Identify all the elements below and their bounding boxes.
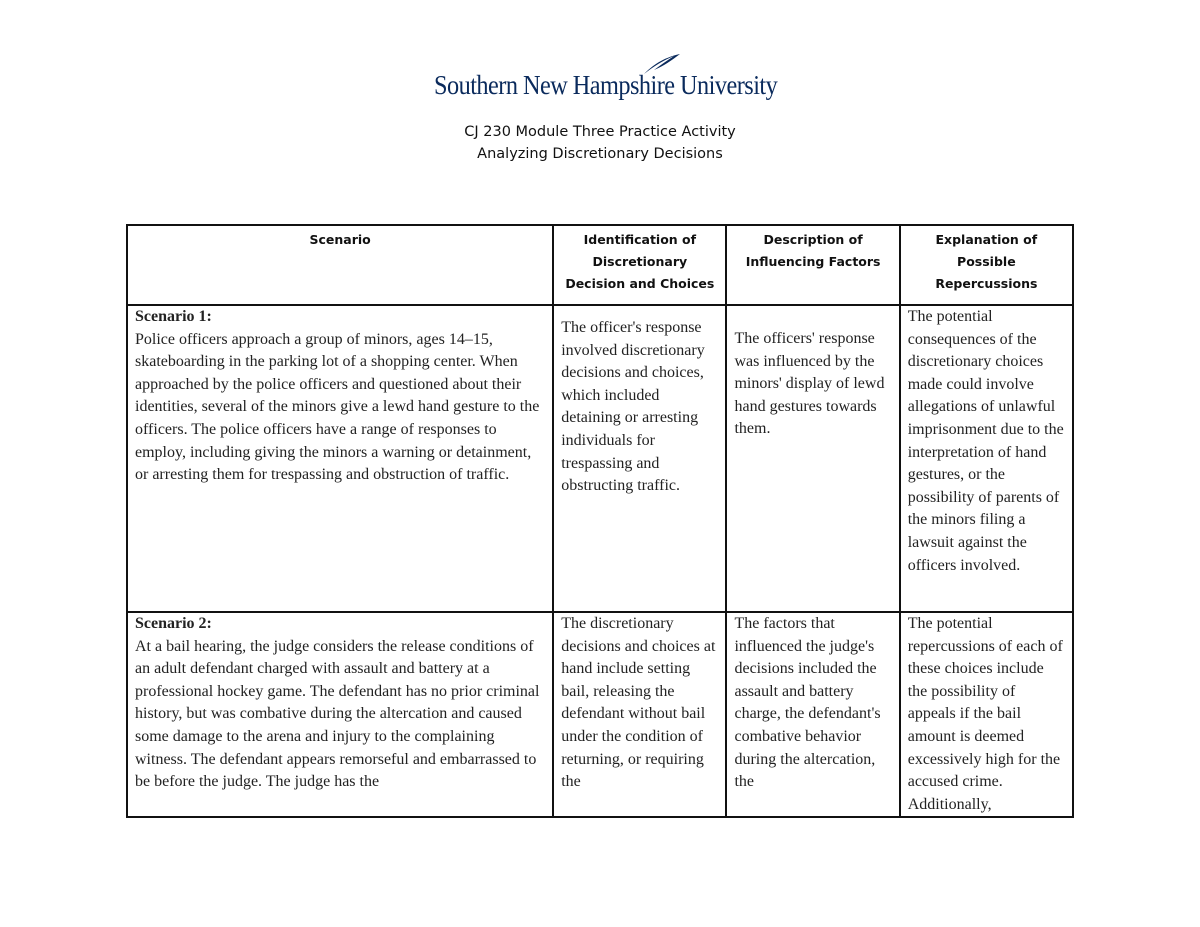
table-row (127, 305, 1073, 612)
document-title-block (0, 121, 1200, 165)
scenario-title: Scenario 1: (135, 308, 212, 325)
scenario-text: At a bail hearing, the judge considers the release conditions of an adult defendant charged with assault and battery at a professional hockey game. The defendant has no prior criminal history, but was combative during the altercation and caused some damage to the arena and injury to the complaining witness. The defendant appears remorseful and embarrassed to be before the judge. The judge has the (135, 637, 540, 791)
quill-feather-icon (642, 52, 682, 76)
factors-cell: The officers' response was influenced by the minors' display of lewd hand gestures towards them. (726, 305, 899, 612)
column-header-repercussions: Explanation of Possible Repercussions (900, 225, 1073, 305)
document-subtitle: Analyzing Discretionary Decisions (477, 146, 723, 162)
document-title: CJ 230 Module Three Practice Activity (464, 124, 736, 140)
identification-cell: The discretionary decisions and choices at hand include setting bail, releasing the defendant without bail under the condition of returning, or requiring the (553, 612, 726, 817)
factors-cell: The factors that influenced the judge's decisions included the assault and battery charge, the defendant's combative behavior during the altercation, the (726, 612, 899, 817)
logo-wordmark: Southern New Hampshire University (434, 70, 778, 100)
identification-cell: The officer's response involved discretionary decisions and choices, which included detaining or arresting individuals for trespassing and obstructing traffic. (553, 305, 726, 612)
column-header-factors: Description of Influencing Factors (726, 225, 899, 305)
analysis-table (126, 224, 1074, 818)
scenario-text: Police officers approach a group of minors, ages 14–15, skateboarding in the parking lot of a shopping center. When approached by the police officers and questioned about their identities, several of the minors give a lewd hand gesture to the officers. The police officers have a range of responses to employ, including giving the minors a warning or detainment, or arresting them for trespassing and obstruction of traffic. (135, 330, 540, 484)
column-header-scenario: Scenario (127, 225, 553, 305)
scenario-title: Scenario 2: (135, 615, 212, 632)
university-logo (434, 52, 778, 104)
repercussions-cell: The potential consequences of the discretionary choices made could involve allegations of unlawful imprisonment due to the interpretation of hand gestures, or the possibility of parents of the minors filing a lawsuit against the officers involved. (900, 305, 1073, 612)
table-row (127, 612, 1073, 817)
column-header-identification: Identification of Discretionary Decision and Choices (553, 225, 726, 305)
table-header-row (127, 225, 1073, 305)
scenario-cell (127, 305, 553, 612)
repercussions-cell: The potential repercussions of each of these choices include the possibility of appeals if the bail amount is deemed excessively high for the accused crime. Additionally, (900, 612, 1073, 817)
scenario-cell (127, 612, 553, 817)
